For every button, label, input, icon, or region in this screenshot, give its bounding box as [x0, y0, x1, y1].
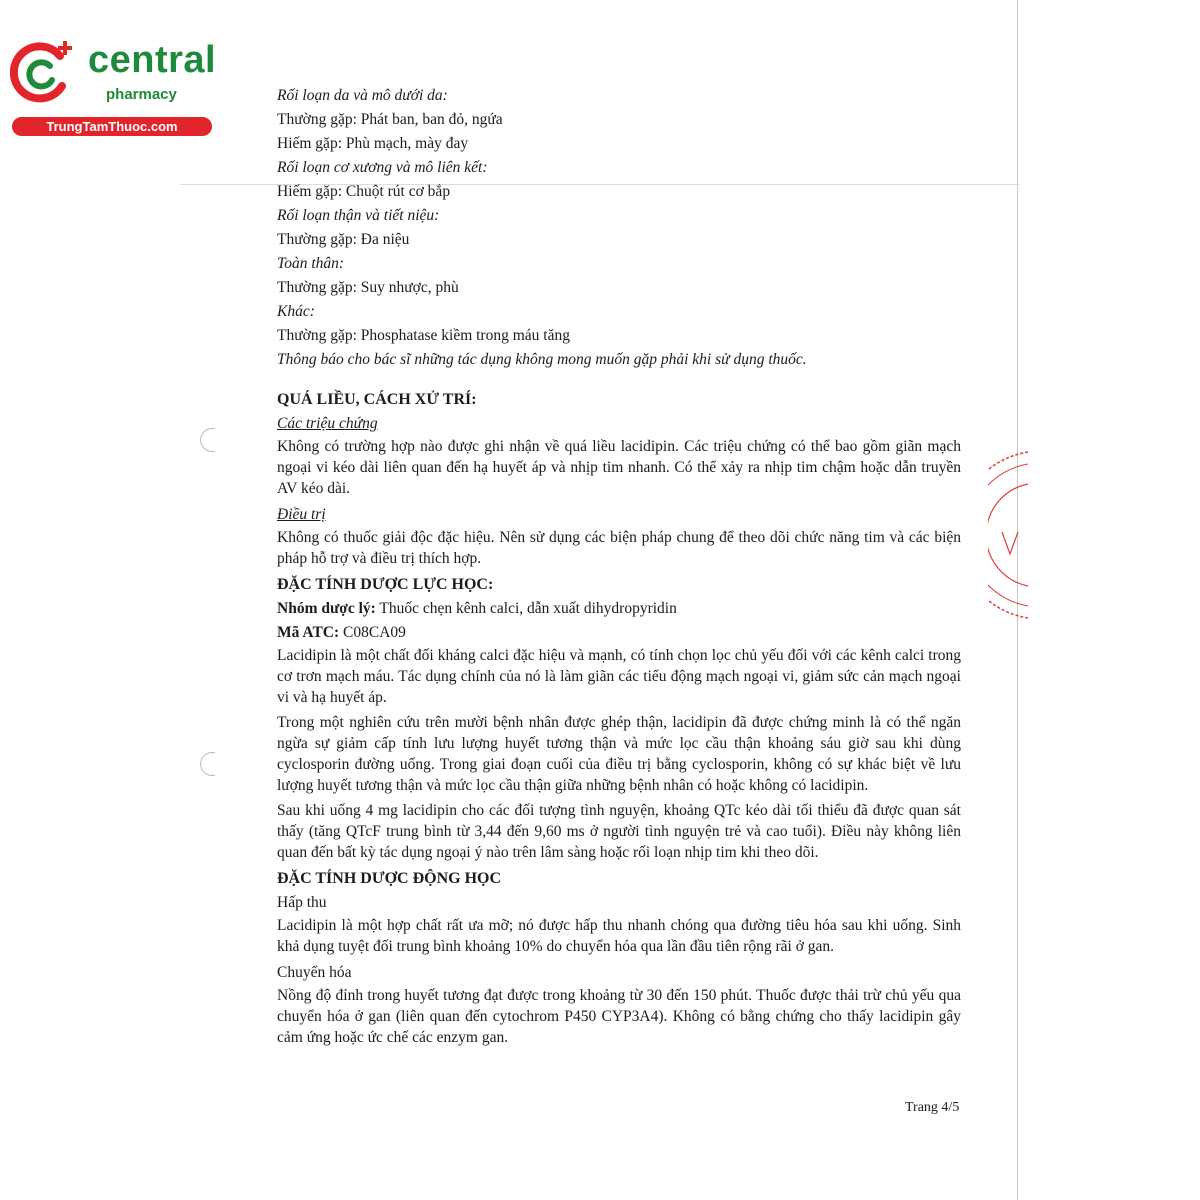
- punch-hole-mark: [200, 428, 215, 452]
- group-label: Nhóm dược lý:: [277, 600, 376, 617]
- central-pharmacy-logo-icon: [10, 40, 76, 106]
- brand-sub: pharmacy: [106, 86, 177, 103]
- group-value: Thuốc chẹn kênh calci, dẫn xuất dihydropyridin: [375, 600, 677, 617]
- brand-name: central: [88, 39, 217, 81]
- other-heading: Khác:: [277, 303, 315, 320]
- atc-label: Mã ATC:: [277, 624, 340, 641]
- treatment-text: Không có thuốc giải độc đặc hiệu. Nên sử dụng các biện pháp chung để theo dõi chức năng tim và các biện pháp hỗ trợ và điều trị thích hợp.: [277, 529, 961, 567]
- renal-heading: Rối loạn thận và tiết niệu:: [277, 207, 440, 224]
- brand-site: TrungTamThuoc.com: [12, 117, 212, 136]
- pharmacodynamics-heading: ĐẶC TÍNH DƯỢC LỰC HỌC:: [277, 576, 494, 593]
- general-common: Thường gặp: Suy nhược, phù: [277, 279, 459, 296]
- overdose-heading: QUÁ LIỀU, CÁCH XỬ TRÍ:: [277, 391, 477, 408]
- metabolism-heading: Chuyển hóa: [277, 964, 352, 981]
- absorption-heading: Hấp thu: [277, 894, 327, 911]
- general-heading: Toàn thân:: [277, 255, 345, 272]
- leaflet-content: [277, 84, 961, 1052]
- renal-common: Thường gặp: Đa niệu: [277, 231, 410, 248]
- atc-code: [277, 621, 961, 645]
- absorption-text: Lacidipin là một hợp chất rất ưa mỡ; nó được hấp thu nhanh chóng qua đường tiêu hóa sau khi uống. Sinh khả dụng tuyệt đối trung bình khoảng 10% do chuyển hóa qua lần đầu tiên rộng rãi ở gan.: [277, 917, 961, 955]
- pharmacokinetics-heading: ĐẶC TÍNH DƯỢC ĐỘNG HỌC: [277, 870, 502, 887]
- symptoms-text: Không có trường hợp nào được ghi nhận về quá liều lacidipin. Các triệu chứng có thể bao gồm giãn mạch ngoại vi kéo dài liên quan đến hạ huyết áp và nhịp tim nhanh. Có thể xảy ra nhịp tim chậm hoặc dẫn truyền AV kéo dài.: [277, 438, 961, 497]
- punch-hole-mark: [200, 752, 215, 776]
- pharmacodynamics-paragraph-2: Trong một nghiên cứu trên mười bệnh nhân được ghép thận, lacidipin đã được chứng minh là có thể ngăn ngừa sự giảm cấp tính lưu lượng huyết tương thận và mức lọc cầu thận khoảng sáu giờ sau khi dùng cyclosporin đường uống. Trong giai đoạn cuối của điều trị bằng cyclosporin, không có sự khác biệt về lưu lượng huyết tương thận và mức lọc cầu thận giữa những bệnh nhân có hoặc không có lacidipin.: [277, 714, 961, 794]
- pharmacological-group: [277, 597, 961, 621]
- red-stamp: [988, 450, 1028, 620]
- symptoms-heading: Các triệu chứng: [277, 415, 378, 432]
- skin-rare: Hiếm gặp: Phù mạch, mày đay: [277, 135, 469, 152]
- page-number: Trang 4/5: [905, 1100, 960, 1115]
- metabolism-text: Nồng độ đỉnh trong huyết tương đạt được trong khoảng từ 30 đến 150 phút. Thuốc được thải trừ chủ yếu qua chuyển hóa ở gan (liên quan đến cytochrom P450 CYP3A4). Không có bằng chứng cho thấy lacidipin gây cảm ứng hoặc ức chế các enzym gan.: [277, 987, 961, 1046]
- treatment-heading: Điều trị: [277, 506, 326, 523]
- other-common: Thường gặp: Phosphatase kiềm trong máu tăng: [277, 327, 570, 344]
- musculo-rare: Hiếm gặp: Chuột rút cơ bắp: [277, 183, 451, 200]
- skin-common: Thường gặp: Phát ban, ban đỏ, ngứa: [277, 111, 503, 128]
- pharmacodynamics-paragraph-3: Sau khi uống 4 mg lacidipin cho các đối tượng tình nguyện, khoảng QTc kéo dài tối thiểu đã được quan sát thấy (tăng QTcF trung bình từ 3,44 đến 9,60 ms ở người tình nguyện trẻ và cao tuổi). Điều này không liên quan đến bất kỳ tác dụng ngoại ý nào trên lâm sàng hoặc rối loạn nhịp tim khi theo dõi.: [277, 802, 961, 861]
- pharmacodynamics-paragraph-1: Lacidipin là một chất đối kháng calci đặc hiệu và mạnh, có tính chọn lọc chủ yếu đối với các kênh calci trong cơ trơn mạch máu. Tác dụng chính của nó là làm giãn các tiểu động mạch ngoại vi, giảm sức cản mạch ngoại vi và hạ huyết áp.: [277, 647, 961, 706]
- side-effect-notice: Thông báo cho bác sĩ những tác dụng không mong muốn gặp phải khi sử dụng thuốc.: [277, 351, 807, 368]
- atc-value: C08CA09: [339, 624, 406, 641]
- skin-heading: Rối loạn da và mô dưới da:: [277, 87, 448, 104]
- pharmacy-logo[interactable]: [10, 36, 215, 136]
- musculo-heading: Rối loạn cơ xương và mô liên kết:: [277, 159, 488, 176]
